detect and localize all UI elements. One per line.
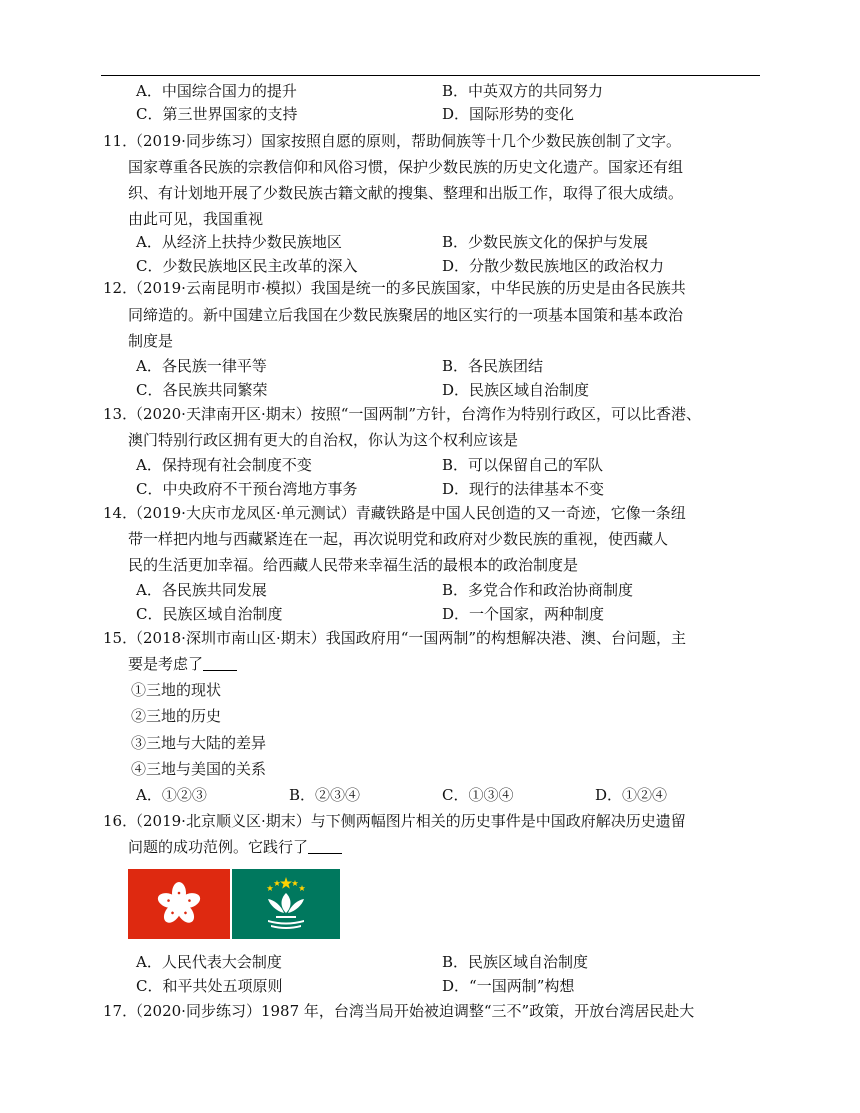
q10-option-d: D．国际形势的变化 [442,105,575,123]
q15-stem-line [128,653,237,675]
q13-option-c: C．中央政府不干预台湾地方事务 [136,480,358,498]
hk-macau-flags-image [128,869,340,939]
q12-option-b: B．各民族团结 [442,357,544,375]
q14-option-a: A．各民族共同发展 [136,581,267,599]
q10-option-a: A．中国综合国力的提升 [136,82,297,100]
q14-stem-line: 民的生活更加幸福。给西藏人民带来幸福生活的最根本的政治制度是 [128,556,579,574]
q11-number: 11． [103,132,138,150]
q14-stem-line: 带一样把内地与西藏紧连在一起，再次说明党和政府对少数民族的重视，使西藏人 [128,530,669,548]
q15-stem-line: （2018·深圳市南山区·期末）我国政府用“一国两制”的构想解决港、澳、台问题，主 [128,629,687,647]
q17-stem-line: （2020·同步练习）1987 年，台湾当局开始被迫调整“三不”政策，开放台湾居民赴大 [128,1002,695,1020]
q16-number: 16． [103,812,138,830]
q15-option-a: A．①②③ [136,786,207,804]
q15-stem-text: 要是考虑了 [128,655,204,673]
q13-stem-line: （2020·天津南开区·期末）按照“一国两制”方针，台湾作为特别行政区，可以比香港、 [128,405,702,423]
q11-stem-line: 由此可见，我国重视 [128,210,264,228]
q17-number: 17． [103,1002,138,1020]
q13-option-d: D．现行的法律基本不变 [442,480,605,498]
q16-option-d: D．“一国两制”构想 [442,977,575,995]
answer-blank [203,654,237,671]
q11-option-a: A．从经济上扶持少数民族地区 [136,233,342,251]
q10-option-b: B．中英双方的共同努力 [442,82,604,100]
q12-stem-line: 制度是 [128,332,174,350]
q15-option-d: D．①②④ [595,786,668,804]
q12-option-c: C．各民族共同繁荣 [136,381,268,399]
q15-number: 15． [103,629,138,647]
q12-option-a: A．各民族一律平等 [136,357,267,375]
q14-option-d: D．一个国家，两种制度 [442,605,605,623]
q15-option-c: C．①③④ [442,786,514,804]
q11-stem-line: （2019·同步练习）国家按照自愿的原则，帮助侗族等十几个少数民族创制了文字。 [128,132,681,150]
header-rule [101,75,760,76]
q16-option-c: C．和平共处五项原则 [136,977,283,995]
q13-option-a: A．保持现有社会制度不变 [136,456,312,474]
q10-option-c: C．第三世界国家的支持 [136,105,298,123]
q16-option-a: A．人民代表大会制度 [136,953,282,971]
q14-option-b: B．多党合作和政治协商制度 [442,581,634,599]
q15-item: ②三地的历史 [131,707,222,725]
q13-number: 13． [103,405,138,423]
q14-number: 14． [103,504,138,522]
q12-stem-line: （2019·云南昆明市·模拟）我国是统一的多民族国家，中华民族的历史是由各民族共 [128,279,686,297]
q11-stem-line: 国家尊重各民族的宗教信仰和风俗习惯，保护少数民族的历史文化遗产。国家还有组 [128,158,684,176]
q12-number: 12． [103,279,138,297]
q13-option-b: B．可以保留自己的军队 [442,456,604,474]
q16-stem-line [128,836,342,858]
q15-item: ①三地的现状 [131,681,222,699]
q11-option-c: C．少数民族地区民主改革的深入 [136,257,358,275]
hong-kong-flag [128,869,230,939]
q13-stem-line: 澳门特别行政区拥有更大的自治权，你认为这个权利应该是 [128,431,519,449]
q12-stem-line: 同缔造的。新中国建立后我国在少数民族聚居的地区实行的一项基本国策和基本政治 [128,306,684,324]
q16-stem-line: （2019·北京顺义区·期末）与下侧两幅图片相关的历史事件是中国政府解决历史遗留 [128,812,686,830]
q11-stem-line: 织、有计划地开展了少数民族古籍文献的搜集、整理和出版工作，取得了很大成绩。 [128,184,684,202]
q15-item: ④三地与美国的关系 [131,760,267,778]
q16-stem-text: 问题的成功范例。它践行了 [128,838,309,856]
q14-stem-line: （2019·大庆市龙凤区·单元测试）青藏铁路是中国人民创造的又一奇迹，它像一条纽 [128,504,686,522]
q12-option-d: D．民族区域自治制度 [442,381,590,399]
q16-option-b: B．民族区域自治制度 [442,953,589,971]
q11-option-d: D．分散少数民族地区的政治权力 [442,257,665,275]
q11-option-b: B．少数民族文化的保护与发展 [442,233,649,251]
q15-item: ③三地与大陆的差异 [131,734,267,752]
macau-flag [232,869,340,939]
q14-option-c: C．民族区域自治制度 [136,605,283,623]
q15-option-b: B．②③④ [289,786,361,804]
answer-blank [308,837,342,854]
